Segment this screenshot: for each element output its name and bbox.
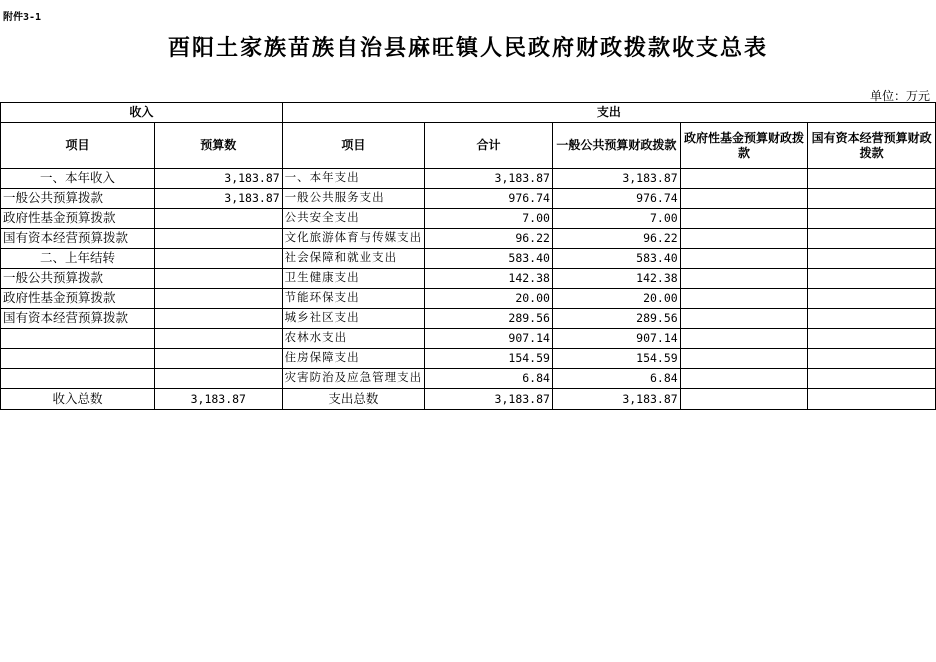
- budget-cell: [154, 349, 282, 369]
- general-public-cell: 3,183.87: [552, 169, 680, 189]
- state-capital-cell: [808, 329, 936, 349]
- expense-item-cell: 农林水支出: [282, 329, 425, 349]
- budget-cell: 3,183.87: [154, 169, 282, 189]
- table-row: [1, 289, 936, 309]
- general-public-cell: 142.38: [552, 269, 680, 289]
- table-row: [1, 209, 936, 229]
- gov-fund-cell: [680, 169, 808, 189]
- income-item-cell: 政府性基金预算拨款: [1, 209, 155, 229]
- totals-row: [1, 389, 936, 410]
- expense-item-cell: 文化旅游体育与传媒支出: [282, 229, 425, 249]
- total-cell: 96.22: [425, 229, 553, 249]
- table-row: [1, 269, 936, 289]
- general-total-value: 3,183.87: [552, 389, 680, 410]
- expense-item-cell: 社会保障和就业支出: [282, 249, 425, 269]
- col-income-item: 项目: [1, 123, 155, 169]
- general-public-cell: 583.40: [552, 249, 680, 269]
- expense-item-cell: 一般公共服务支出: [282, 189, 425, 209]
- gov-fund-cell: [680, 329, 808, 349]
- table-row: [1, 349, 936, 369]
- col-budget: 预算数: [154, 123, 282, 169]
- income-item-cell: [1, 369, 155, 389]
- general-public-cell: 7.00: [552, 209, 680, 229]
- state-capital-cell: [808, 229, 936, 249]
- income-group-header: 收入: [1, 103, 283, 123]
- budget-cell: [154, 269, 282, 289]
- state-capital-cell: [808, 169, 936, 189]
- budget-cell: [154, 249, 282, 269]
- page-title: 酉阳土家族苗族自治县麻旺镇人民政府财政拨款收支总表: [167, 35, 768, 61]
- total-cell: 142.38: [425, 269, 553, 289]
- general-public-cell: 154.59: [552, 349, 680, 369]
- expense-item-cell: 卫生健康支出: [282, 269, 425, 289]
- income-total-label: 收入总数: [1, 389, 155, 410]
- col-total: 合计: [425, 123, 553, 169]
- income-item-cell: 国有资本经营预算拨款: [1, 229, 155, 249]
- gov-fund-cell: [680, 369, 808, 389]
- state-capital-cell: [808, 249, 936, 269]
- total-cell: 976.74: [425, 189, 553, 209]
- total-cell: 3,183.87: [425, 169, 553, 189]
- expense-item-cell: 节能环保支出: [282, 289, 425, 309]
- income-item-cell: 国有资本经营预算拨款: [1, 309, 155, 329]
- expense-total-label: 支出总数: [282, 389, 425, 410]
- table-row: [1, 309, 936, 329]
- column-header-row: [1, 123, 936, 169]
- budget-cell: [154, 309, 282, 329]
- gov-fund-cell: [680, 349, 808, 369]
- income-item-cell: 一、本年收入: [1, 169, 155, 189]
- total-cell: 154.59: [425, 349, 553, 369]
- col-gov-fund: 政府性基金预算财政拨款: [680, 123, 808, 169]
- expense-item-cell: 城乡社区支出: [282, 309, 425, 329]
- budget-cell: [154, 289, 282, 309]
- state-capital-cell: [808, 269, 936, 289]
- table-row: [1, 329, 936, 349]
- col-general-public: 一般公共预算财政拨款: [552, 123, 680, 169]
- gov-fund-cell: [680, 309, 808, 329]
- general-public-cell: 6.84: [552, 369, 680, 389]
- group-header-row: [1, 103, 936, 123]
- income-item-cell: [1, 349, 155, 369]
- income-item-cell: 政府性基金预算拨款: [1, 289, 155, 309]
- income-total-value: 3,183.87: [154, 389, 282, 410]
- general-public-cell: 907.14: [552, 329, 680, 349]
- gov-fund-cell: [680, 209, 808, 229]
- col-state-capital: 国有资本经营预算财政拨款: [808, 123, 936, 169]
- general-public-cell: 20.00: [552, 289, 680, 309]
- income-item-cell: 一般公共预算拨款: [1, 269, 155, 289]
- gov-fund-cell: [680, 289, 808, 309]
- budget-cell: [154, 369, 282, 389]
- total-cell: 7.00: [425, 209, 553, 229]
- state-total-value: [808, 389, 936, 410]
- expense-item-cell: 一、本年支出: [282, 169, 425, 189]
- state-capital-cell: [808, 369, 936, 389]
- general-public-cell: 96.22: [552, 229, 680, 249]
- general-public-cell: 289.56: [552, 309, 680, 329]
- gov-fund-cell: [680, 189, 808, 209]
- general-public-cell: 976.74: [552, 189, 680, 209]
- state-capital-cell: [808, 189, 936, 209]
- table-row: [1, 249, 936, 269]
- expense-total-value: 3,183.87: [425, 389, 553, 410]
- state-capital-cell: [808, 289, 936, 309]
- gov-fund-cell: [680, 249, 808, 269]
- income-item-cell: 一般公共预算拨款: [1, 189, 155, 209]
- expense-item-cell: 住房保障支出: [282, 349, 425, 369]
- expense-item-cell: 公共安全支出: [282, 209, 425, 229]
- unit-label: 单位：万元: [869, 89, 930, 103]
- income-item-cell: 二、上年结转: [1, 249, 155, 269]
- table-row: [1, 169, 936, 189]
- attachment-label: 附件3-1: [3, 12, 42, 23]
- income-item-cell: [1, 329, 155, 349]
- budget-cell: [154, 229, 282, 249]
- col-expense-item: 项目: [282, 123, 425, 169]
- state-capital-cell: [808, 309, 936, 329]
- total-cell: 907.14: [425, 329, 553, 349]
- gov-total-value: [680, 389, 808, 410]
- budget-cell: 3,183.87: [154, 189, 282, 209]
- expense-item-cell: 灾害防治及应急管理支出: [282, 369, 425, 389]
- total-cell: 583.40: [425, 249, 553, 269]
- budget-summary-table: [0, 102, 936, 410]
- table-row: [1, 229, 936, 249]
- gov-fund-cell: [680, 229, 808, 249]
- gov-fund-cell: [680, 269, 808, 289]
- state-capital-cell: [808, 209, 936, 229]
- table-row: [1, 189, 936, 209]
- state-capital-cell: [808, 349, 936, 369]
- total-cell: 20.00: [425, 289, 553, 309]
- expense-group-header: 支出: [282, 103, 935, 123]
- budget-cell: [154, 329, 282, 349]
- table-row: [1, 369, 936, 389]
- total-cell: 289.56: [425, 309, 553, 329]
- total-cell: 6.84: [425, 369, 553, 389]
- budget-cell: [154, 209, 282, 229]
